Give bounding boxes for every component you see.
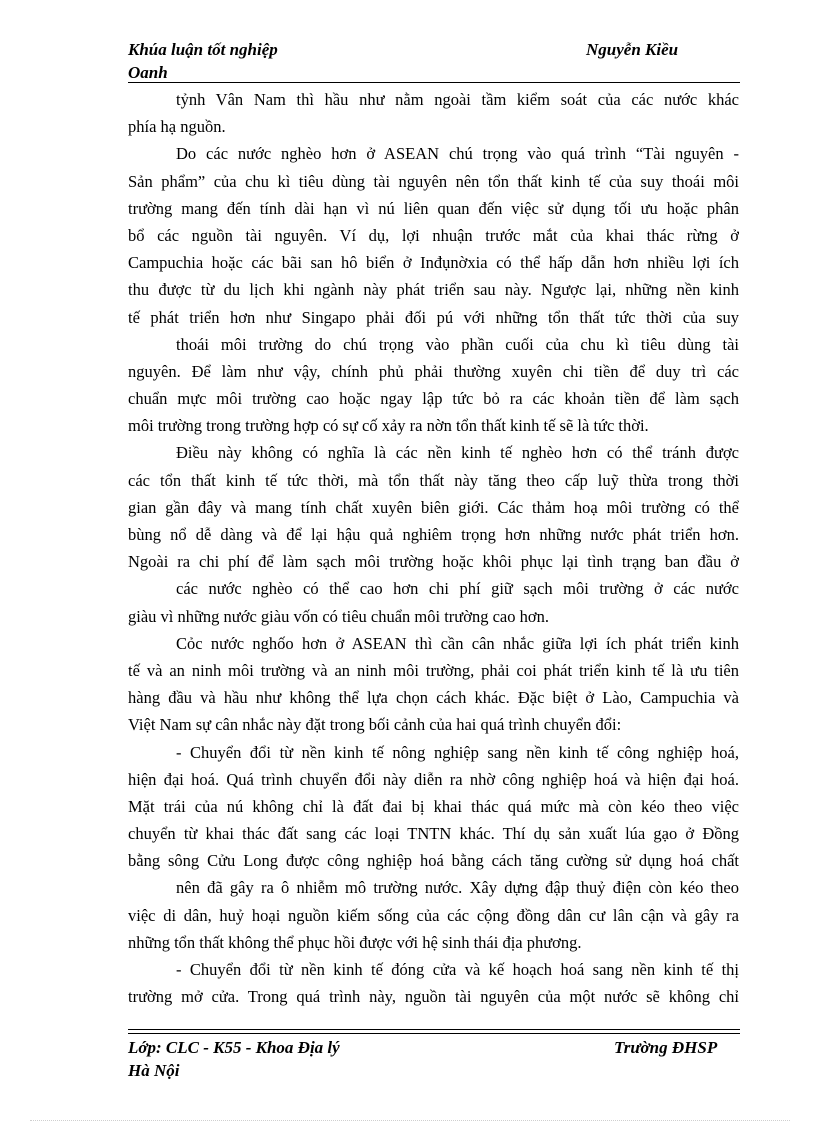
header-left	[128, 38, 328, 84]
text-line: Ngoài ra chi phí để làm sạch môi trường hoặc khôi phục lại tình trạng ban đầu ở	[128, 552, 739, 572]
header-author-surname: Oanh	[128, 63, 168, 82]
page-bottom-dotted-edge	[30, 1120, 790, 1121]
text-line: chuyển từ khai thác đất sang các loại TNTN khác. Thí dụ sản xuất lúa gạo ở Đồng	[128, 824, 739, 844]
text-line: tế phát triển hơn như Singapo phải đối pú với những tổn thất tức thời của suy	[128, 307, 739, 327]
text-line: các tổn thất kinh tế tức thời, mà tổn thất này tăng theo cấp luỹ thừa trong thời	[128, 470, 739, 490]
header-rule	[128, 82, 740, 83]
text-line: trường mở cửa. Trong quá trình này, nguồn tài nguyên của một nước sẽ không chỉ	[128, 987, 739, 1007]
footer-city: Hà Nội	[128, 1061, 180, 1080]
document-body	[128, 86, 739, 1010]
text-line: Do các nước nghèo hơn ở ASEAN chú trọng vào quá trình “Tài nguyên -	[176, 144, 739, 164]
text-line: Mặt trái của nú không chỉ là đất đai bị khai thác quá mức mà còn kéo theo việc	[128, 796, 739, 816]
footer-class-faculty: Lớp: CLC - K55 - Khoa Địa lý	[128, 1038, 340, 1057]
footer-rule-lower	[128, 1033, 740, 1034]
text-line: trường mang đến tính dài hạn vì nú liên quan đến việc sử dụng tối ưu hoặc phân	[128, 198, 739, 218]
text-line: môi trường trong trường hợp có sự cố xảy ra nờn tổn thất kinh tế sẽ là tức thời.	[128, 416, 649, 436]
header-thesis-title: Khúa luận tốt nghiệp	[128, 40, 278, 59]
page-header	[128, 38, 740, 84]
text-line: - Chuyển đổi từ nền kinh tế nông nghiệp sang nền kinh tế công nghiệp hoá,	[176, 742, 739, 762]
text-line: bằng sông Cửu Long được công nghiệp hoá bằng cách tăng cường sử dụng hoá chất	[128, 851, 739, 871]
text-line: gian gần đây và mang tính chất xuyên biên giới. Các thảm hoạ môi trường có thể	[128, 497, 739, 517]
text-line: bùng nổ dễ dàng và để lại hậu quả nghiêm trọng hơn những nước phát triển hơn.	[128, 525, 739, 544]
text-line: hiện đại hoá. Quá trình chuyển đổi này diễn ra nhờ công nghiệp hoá và hiện đại hoá.	[128, 769, 739, 789]
text-line: việc di dân, huỷ hoại nguồn kiếm sống của các cộng đồng dân cư lân cận và gây ra	[128, 905, 739, 925]
text-line: - Chuyển đổi từ nền kinh tế đóng cửa và kế hoạch hoá sang nền kinh tế thị	[176, 960, 739, 979]
text-line: tế và an ninh môi trường và an ninh môi trường, phải coi phát triển kinh tế là ưu tiên	[128, 660, 739, 680]
text-line: nguyên. Để làm như vậy, chính phủ phải thường xuyên chi tiền để duy trì các	[128, 361, 739, 381]
text-line: chuẩn mực môi trường cao hoặc ngay lập tức bỏ ra các khoản tiền để làm sạch	[128, 389, 739, 409]
text-line: Điều này không có nghĩa là các nền kinh tế nghèo hơn có thể tránh được	[176, 443, 739, 463]
footer-left	[128, 1036, 428, 1082]
text-line: các nước nghèo có thể cao hơn chi phí giữ sạch môi trường ở các nước	[176, 579, 739, 599]
text-line: Sản phẩm” của chu kì tiêu dùng tài nguyên nên tổn thất kinh tế của suy thoái môi	[128, 171, 739, 191]
text-line: tỷnh Vân Nam thì hầu như nằm ngoài tầm kiểm soát của các nước khác	[176, 90, 739, 109]
text-line: thu được từ du lịch khi ngành này phát triển sau này. Ngược lại, những nền kinh	[128, 280, 739, 300]
text-line: Cỏc nước nghốo hơn ở ASEAN thì cần cân nhắc giữa lợi ích phát triển kinh	[176, 633, 739, 653]
text-line: hàng đầu và hầu như không thể lựa chọn cách khác. Đặc biệt ở Lào, Campuchia và	[128, 688, 739, 708]
text-line: thoái môi trường do chú trọng vào phần cuối của chu kì tiêu dùng tài	[176, 334, 739, 354]
header-author-name: Nguyễn Kiều	[586, 40, 679, 59]
footer-university: Trường ĐHSP	[614, 1038, 718, 1057]
text-line: những tổn thất không thể phục hồi được với hệ sinh thái địa phương.	[128, 932, 582, 952]
text-line: nên đã gây ra ô nhiễm mô trường nước. Xây dựng đập thuỷ điện còn kéo theo	[176, 878, 739, 898]
text-line: bổ các nguồn tài nguyên. Ví dụ, lợi nhuận trước mắt của khai thác rừng ở	[128, 225, 739, 245]
text-line: Campuchia hoặc các bãi san hô biển ở Inđụnờxia có thể hấp dẫn hơn nhiều lợi ích	[128, 253, 739, 273]
page-footer	[128, 1036, 740, 1082]
text-line: phía hạ nguồn.	[128, 117, 226, 137]
text-line: Việt Nam sự cân nhắc này đặt trong bối cảnh của hai quá trình chuyển đổi:	[128, 715, 622, 735]
text-line: giàu vì những nước giàu vốn có tiêu chuẩn môi trường cao hơn.	[128, 606, 549, 626]
footer-rule-upper	[128, 1029, 740, 1030]
